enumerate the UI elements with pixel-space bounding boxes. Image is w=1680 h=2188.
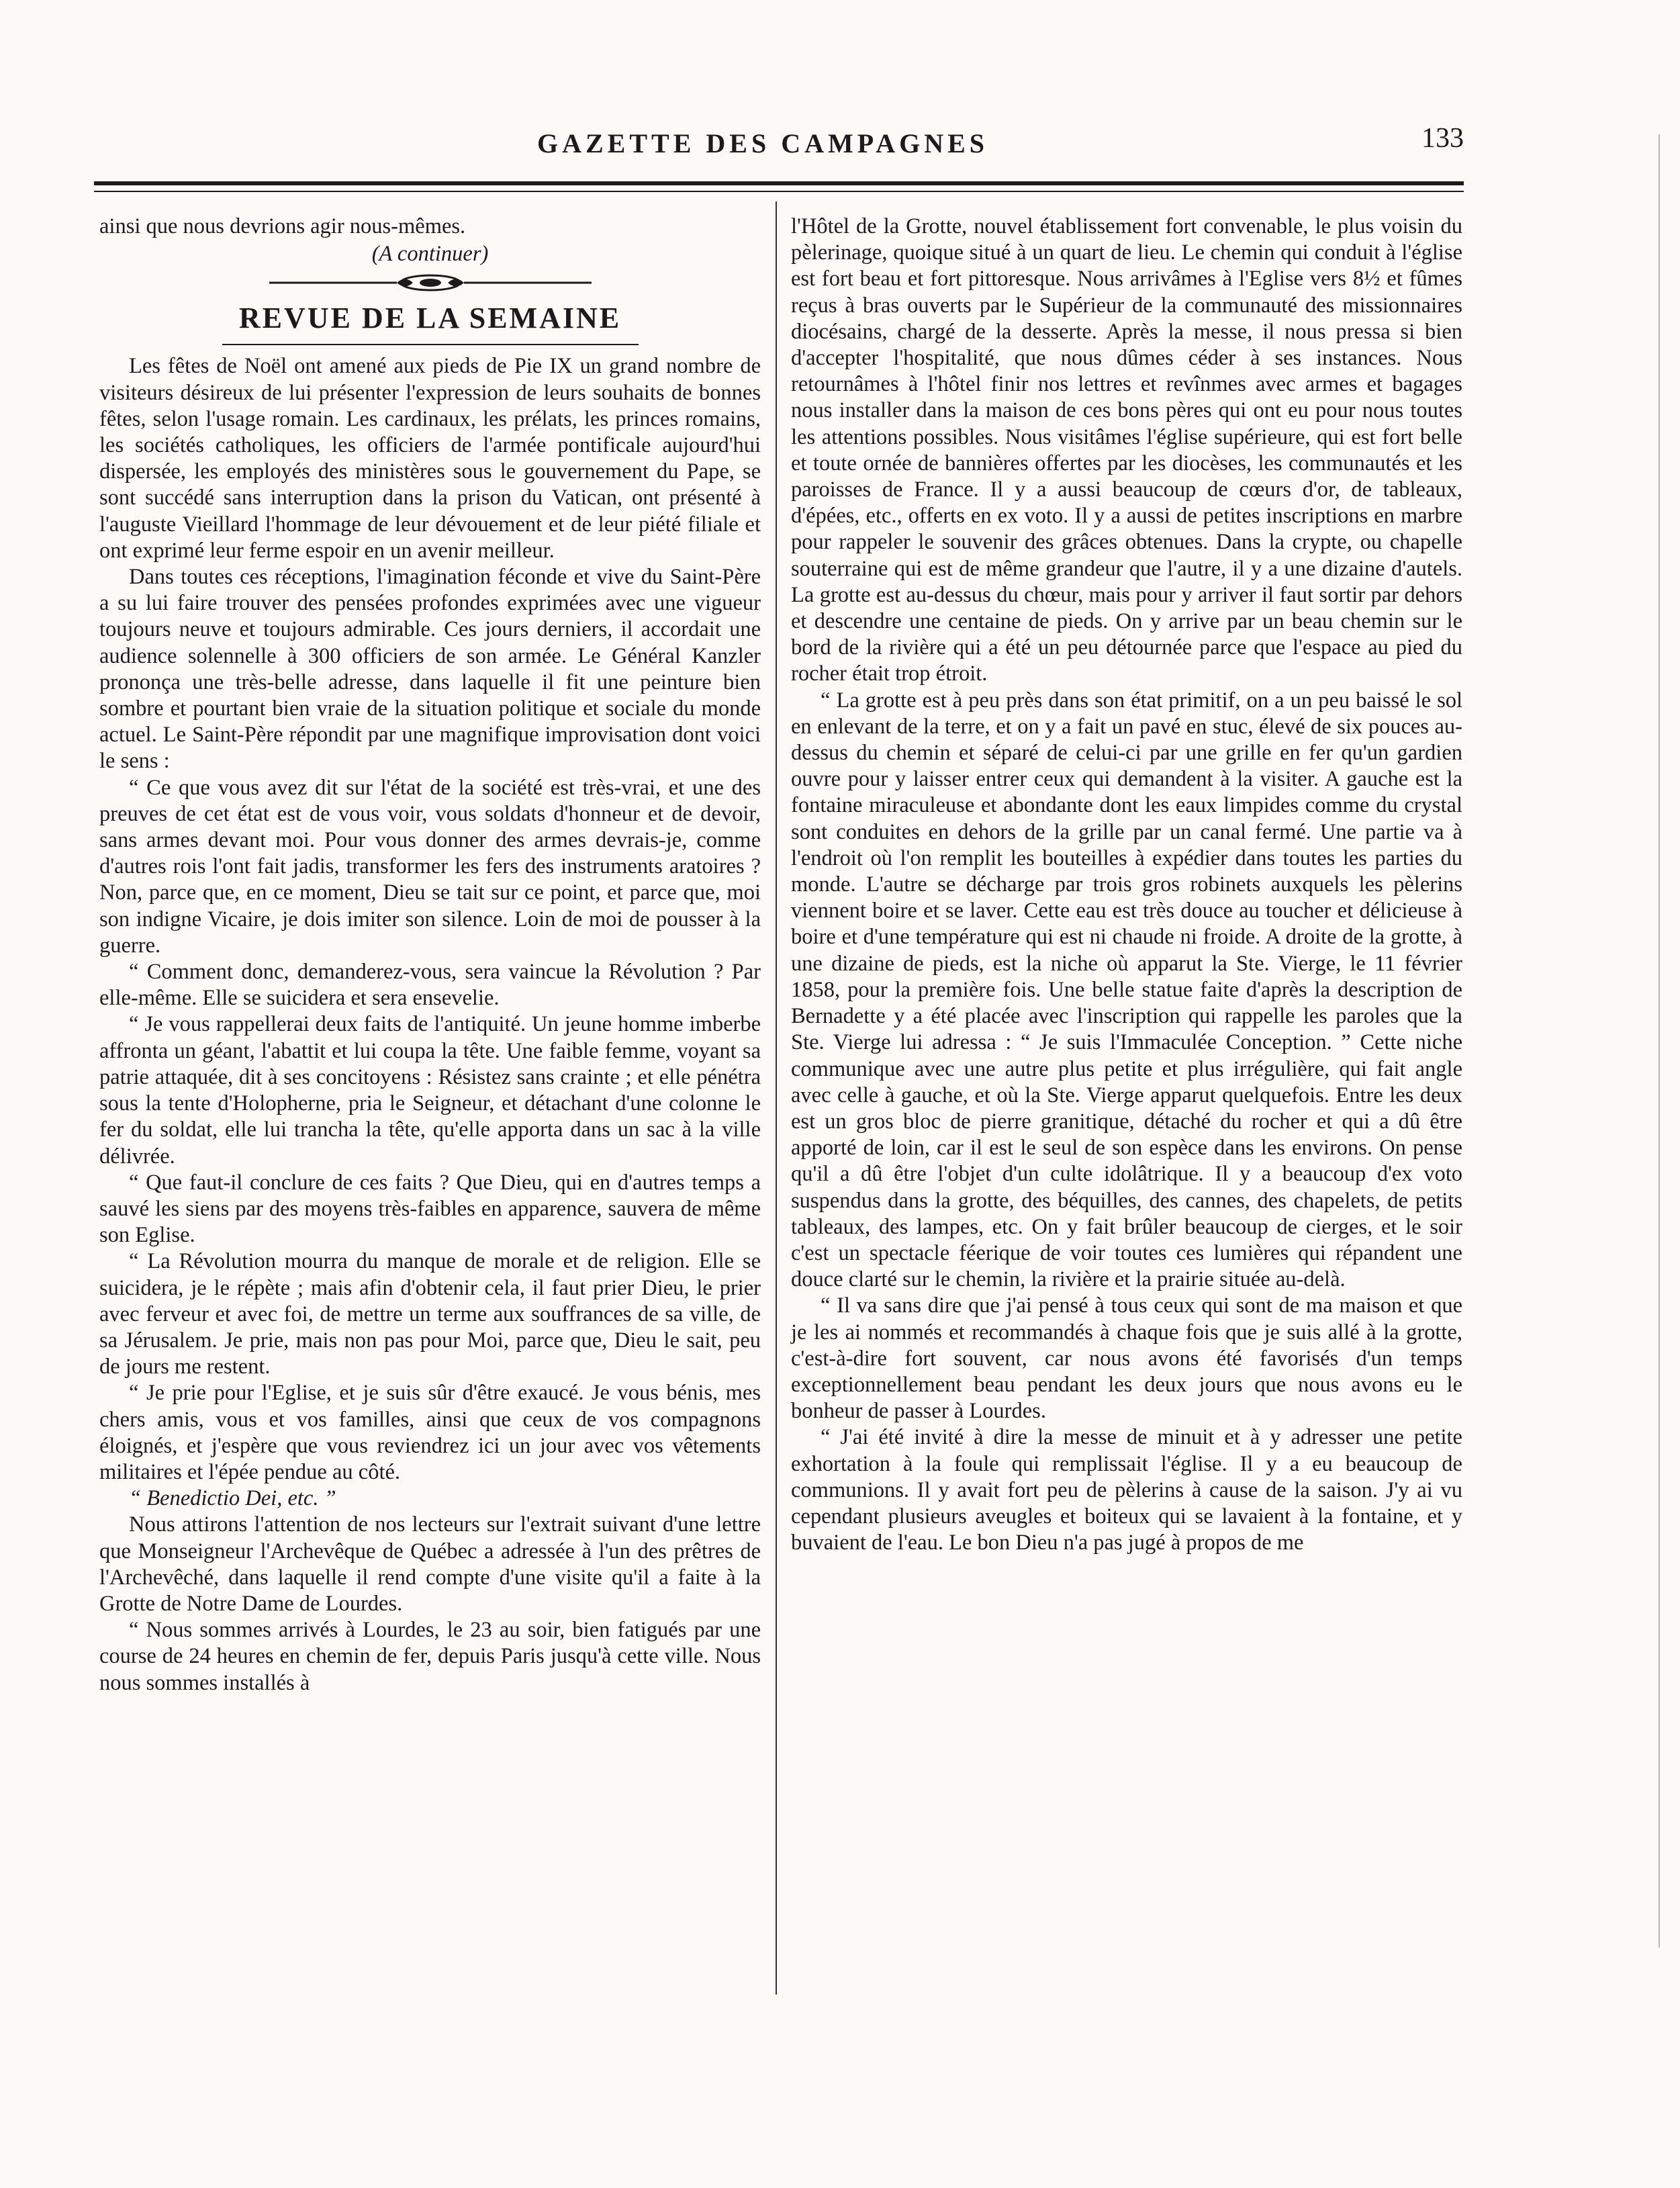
article-paragraph: Les fêtes de Noël ont amené aux pieds de Pie IX un grand nombre de visiteurs désireux de lui présenter l'expression de leurs souhaits de bonnes fêtes, selon l'usage romain. Les cardinaux, les prélats, les princes romains, les sociétés catholiques, les officiers de l'armée pontificale aujourd'hui dispersée, les employés des ministères sous le gouvernement du Pape, se sont succédé sans interruption dans la prison du Vatican, ont présenté à l'auguste Vieillard l'hommage de leur dévouement et de leur piété filiale et ont exprimé leur ferme espoir en un avenir meilleur. <box>99 354 761 563</box>
newspaper-title: GAZETTE DES CAMPAGNES <box>537 128 989 158</box>
article-paragraph: “ Benedictio Dei, etc. ” <box>129 1486 336 1511</box>
page-number: 133 <box>1421 123 1464 154</box>
left-column <box>99 214 761 1696</box>
article-paragraph: “ Je prie pour l'Eglise, et je suis sûr d'être exaucé. Je vous bénis, mes chers amis, vous et vos familles, ainsi que ceux de vos compagnons éloignés, et j'espère que vous reviendrez ici un jour avec vos vêtements militaires et l'épée pendue au côté. <box>99 1381 761 1484</box>
article-paragraph: Dans toutes ces réceptions, l'imagination féconde et vive du Saint-Père a su lui faire trouver des pensées profondes exprimées avec une vigueur toujours neuve et toujours admirable. Ces jours derniers, il accordait une audience solennelle à 300 officiers de son armée. Le Général Kanzler prononça une très-belle adresse, dans laquelle il fit une peinture bien sombre et pourtant bien vraie de la situation politique et sociale du monde actuel. Le Saint-Père répondit par une magnifique improvisation dont voici le sens : <box>99 565 761 774</box>
section-title-underline <box>222 344 639 345</box>
right-column <box>791 214 1462 1556</box>
page-header <box>94 116 1464 169</box>
header-rule-thick <box>94 181 1464 185</box>
article-paragraph: “ Que faut-il conclure de ces faits ? Que Dieu, qui en d'autres temps a sauvé les siens par des moyens très-faibles en apparence, sauvera de même son Eglise. <box>99 1170 761 1248</box>
article-paragraph: “ Ce que vous avez dit sur l'état de la société est très-vrai, et une des preuves de cet état est de vous voir, vous soldats d'honneur et de devoir, sans armes devant moi. Pour vous donner des armes devrais-je, comme d'autres rois l'ont fait jadis, transformer les fers des instruments aratoires ? Non, parce que, en ce moment, Dieu se tait sur ce point, et parce que, moi son indigne Vicaire, je dois imiter son silence. Loin de moi de pousser à la guerre. <box>99 775 761 958</box>
article-paragraph: “ Il va sans dire que j'ai pensé à tous ceux qui sont de ma maison et que je les ai nommés et recommandés à chaque fois que je suis allé à la grotte, c'est-à-dire fort souvent, car nous avons été favorisés d'un temps exceptionnellement beau pendant les deux jours que nous avons eu le bonheur de passer à Lourdes. <box>791 1293 1462 1424</box>
article-paragraph: “ Nous sommes arrivés à Lourdes, le 23 au soir, bien fatigués par une course de 24 heures en chemin de fer, depuis Paris jusqu'à cette ville. Nous nous sommes installés à <box>99 1618 761 1695</box>
ornament-divider-icon <box>263 271 598 294</box>
section-title: REVUE DE LA SEMAINE <box>238 302 622 335</box>
article-paragraph: l'Hôtel de la Grotte, nouvel établissement fort convenable, le plus voisin du pèlerinage, quoique situé à un quart de lieu. Le chemin qui conduit à l'église est fort beau et fort pittoresque. Nous arrivâmes à l'Eglise vers 8½ et fûmes reçus à bras ouverts par le Supérieur de la communauté des missionnaires diocésains, chargé de la desserte. Après la messe, il nous pressa si bien d'accepter l'hospitalité, que nous dûmes céder à ses instances. Nous retournâmes à l'hôtel finir nos lettres et revînmes avec armes et bagages nous installer dans la maison de ces bons pères qui ont eu pour nous toutes les attentions possibles. Nous visitâmes l'église supérieure, qui est fort belle et toute ornée de bannières offertes par les diocèses, les communautés et les paroisses de France. Il y a aussi beaucoup de cœurs d'or, de tableaux, d'épées, etc., offerts en ex voto. Il y a aussi de petites inscriptions en marbre pour rappeler le souvenir des grâces obtenues. Dans la crypte, ou chapelle souterraine qui est de même grandeur que l'autre, il y a une dizaine d'autels. La grotte est au-dessus du chœur, mais pour y arriver il faut sortir par dehors et descendre une centaine de pieds. On y arrive par un beau chemin sur le bord de la rivière qui a été un peu détournée parce que l'espace au pied du rocher était trop étroit. <box>791 214 1462 686</box>
article-paragraph: “ Comment donc, demanderez-vous, sera vaincue la Révolution ? Par elle-même. Elle se suicidera et sera ensevelie. <box>99 960 761 1011</box>
header-rule-thin <box>94 191 1464 192</box>
article-paragraph: “ J'ai été invité à dire la messe de minuit et à y adresser une petite exhortation à la foule qui remplissait l'église. Il y a eu beaucoup de communions. Il y avait fort peu de pèlerins à cause de la saison. J'y ai vu cependant plusieurs aveugles et boiteux qui se lavaient à la fontaine, et y buvaient de l'eau. Le bon Dieu n'a pas jugé à propos de me <box>791 1425 1462 1555</box>
article-paragraph: “ La Révolution mourra du manque de morale et de religion. Elle se suicidera, je le répète ; mais afin d'obtenir cela, il faut prier Dieu, le prier avec ferveur et avec foi, de mettre un terme aux souffrances de sa ville, de sa Jérusalem. Je prie, mais non pas pour Moi, parce que, Dieu le sait, peu de jours me restent. <box>99 1249 761 1379</box>
column-divider <box>776 201 777 1995</box>
scan-edge-mark <box>1659 134 1660 1948</box>
continuation-note: (A continuer) <box>371 242 489 267</box>
paragraph-carryover: ainsi que nous devrions agir nous-mêmes. <box>99 214 466 238</box>
article-paragraph: “ Je vous rappellerai deux faits de l'antiquité. Un jeune homme imberbe affronta un géant, l'abattit et lui coupa la tête. Une faible femme, voyant sa patrie attaquée, dit à ses concitoyens : Résistez sans crainte ; et elle pénétra sous la tente d'Holopherne, pria le Seigneur, et détachant d'une colonne le fer du soldat, elle lui trancha la tête, qu'elle apporta dans un sac à la ville délivrée. <box>99 1012 761 1169</box>
article-paragraph: “ La grotte est à peu près dans son état primitif, on a un peu baissé le sol en enlevant de la terre, et on y a fait un pavé en stuc, élevé de six pouces au-dessus du chemin et séparé de celui-ci par une grille en fer qu'un gardien ouvre pour y laisser entrer ceux qui demandent à la visiter. A gauche est la fontaine miraculeuse et abondante dont les eaux limpides comme du crystal sont conduites en dehors de la grille par un canal fermé. Une partie va à l'endroit où l'on remplit les bouteilles à expédier dans toutes les parties du monde. L'autre se décharge par trois gros robinets auxquels les pèlerins viennent boire et se laver. Cette eau est très douce au toucher et délicieuse à boire et d'une température qui est ni chaude ni froide. A droite de la grotte, à une dizaine de pieds, est la niche où apparut la Ste. Vierge, le 11 février 1858, pour la première fois. Une belle statue faite d'après la description de Bernadette y a été placée avec l'inscription qui rappelle les paroles que la Ste. Vierge lui adressa : “ Je suis l'Immaculée Conception. ” Cette niche communique avec une autre plus petite et plus irrégulière, qui fait angle avec celle à gauche, et où la Ste. Vierge apparut quelquefois. Entre les deux est un gros bloc de pierre granitique, détaché du rocher et qui a dû être apporté de loin, car il est le seul de son espèce dans les environs. On pense qu'il a dû être l'objet d'un culte idolâtrique. Il y a beaucoup d'ex voto suspendus dans la grotte, des béquilles, des cannes, des chapelets, de petits tableaux, des lampes, etc. On y fait brûler beaucoup de cierges, et le soir c'est un spectacle féerique de voir toutes ces lumières qui répandent une douce clarté sur le chemin, la rivière et la prairie située au-delà. <box>791 688 1462 1292</box>
article-paragraph: Nous attirons l'attention de nos lecteurs sur l'extrait suivant d'une lettre que Monseigneur l'Archevêque de Québec a adressée à l'un des prêtres de l'Archevêché, dans laquelle il rend compte d'une visite qu'il a faite à la Grotte de Notre Dame de Lourdes. <box>99 1512 761 1616</box>
